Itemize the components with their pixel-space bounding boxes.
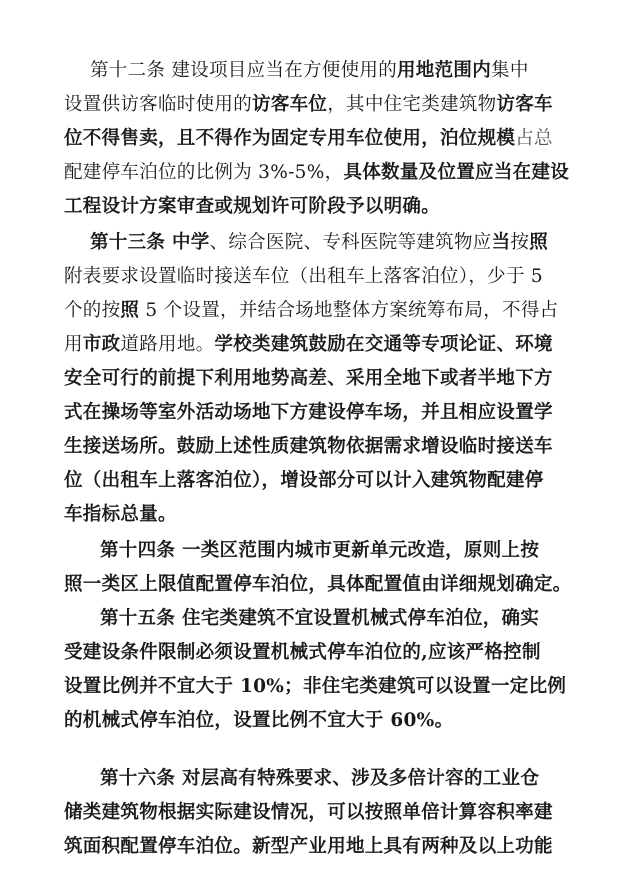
- text-line: [0, 158, 623, 192]
- text-line: [0, 570, 623, 604]
- text-run: 设置供访客临时使用的: [64, 94, 253, 115]
- text-run: 第十三条: [90, 232, 172, 253]
- text-line: [0, 764, 623, 798]
- text-run: 位（出租车上落客泊位），增设部分可以计入建筑物配建停: [64, 470, 544, 491]
- text-run: 个的按: [64, 300, 121, 321]
- text-line: [0, 192, 623, 226]
- text-run: 市政: [82, 334, 121, 355]
- text-line: [0, 500, 623, 534]
- text-run: 的机械式停车泊位，设置比例不宜大于 60%。: [64, 710, 454, 731]
- text-run: 中学: [171, 232, 210, 253]
- text-line: [0, 536, 623, 570]
- text-line: [0, 432, 623, 466]
- text-run: 用: [64, 334, 83, 355]
- text-run: 工程设计方案审查或规划许可阶段予以明确。: [64, 196, 441, 217]
- text-run: 访客车: [496, 94, 553, 115]
- text-run: 用地范围内: [397, 60, 492, 81]
- text-run: 车指标总量。: [64, 504, 177, 525]
- text-line: [0, 638, 623, 672]
- text-run: 第十四条 一类区范围内城市更新单元改造，原则上按: [100, 540, 540, 561]
- text-line: [0, 228, 623, 262]
- text-line: [0, 296, 623, 330]
- text-run: 占总: [515, 128, 553, 149]
- text-run: 集中: [491, 60, 529, 81]
- text-run: 建设项目应当在方便使用的: [171, 60, 397, 81]
- text-line: [0, 90, 623, 124]
- text-run: 位不得售卖，且不得作为固定专用车位使用，泊位规模: [64, 128, 516, 149]
- text-line: [0, 604, 623, 638]
- text-run: 附表要求设置临时接送车位（出租车上落客泊位），少于 5: [64, 266, 544, 287]
- text-line: [0, 330, 623, 364]
- text-line: [0, 56, 623, 90]
- text-run: 储类建筑物根据实际建设情况，可以按照单倍计算容积率建: [64, 802, 553, 823]
- text-run: 受建设条件限制必须设置机械式停车泊位的,应该严格控制: [64, 642, 541, 663]
- text-line: [0, 466, 623, 500]
- text-run: 第十五条 住宅类建筑不宜设置机械式停车泊位，确实: [100, 608, 540, 629]
- text-line: [0, 262, 623, 296]
- text-line: [0, 364, 623, 398]
- text-run: 筑面积配置停车泊位。新型产业用地上具有两种及以上功能: [64, 836, 553, 857]
- text-run: 第十二条: [90, 60, 172, 81]
- text-run: 学校类建筑鼓励在交通等专项论证、环境: [214, 334, 553, 355]
- text-run: 生接送场所。鼓励上述性质建筑物依据需求增设临时接送车: [64, 436, 553, 457]
- text-run: 照: [529, 232, 549, 253]
- text-line: [0, 124, 623, 158]
- text-run: 设置比例并不宜大于 10%；非住宅类建筑可以设置一定比例: [64, 676, 567, 697]
- text-line: [0, 672, 623, 706]
- text-line: [0, 832, 623, 866]
- text-run: ，其中住宅类建筑物: [327, 94, 497, 115]
- text-run: 具体数量及位置应当在建设: [343, 162, 570, 183]
- text-run: 、综合医院、专科医院等建筑物应: [209, 232, 492, 253]
- text-run: 配建停车泊位的比例为 3%-5%，: [64, 162, 344, 183]
- text-run: 照: [120, 300, 140, 321]
- text-run: 当: [491, 232, 511, 253]
- text-run: 按: [510, 232, 530, 253]
- text-line: [0, 398, 623, 432]
- text-run: 第十六条 对层高有特殊要求、涉及多倍计容的工业仓: [100, 768, 540, 789]
- text-run: 5 个设置，并结合场地整体方案统筹布局，不得占: [139, 300, 559, 321]
- text-run: 访客车位: [252, 94, 328, 115]
- text-line: [0, 706, 623, 740]
- text-run: 式在操场等室外活动场地下方建设停车场，并且相应设置学: [64, 402, 553, 423]
- text-run: 道路用地。: [120, 334, 215, 355]
- text-run: 照一类区上限值配置停车泊位，具体配置值由详细规划确定。: [64, 574, 572, 595]
- text-run: 安全可行的前提下利用地势高差、采用全地下或者半地下方: [64, 368, 553, 389]
- text-line: [0, 798, 623, 832]
